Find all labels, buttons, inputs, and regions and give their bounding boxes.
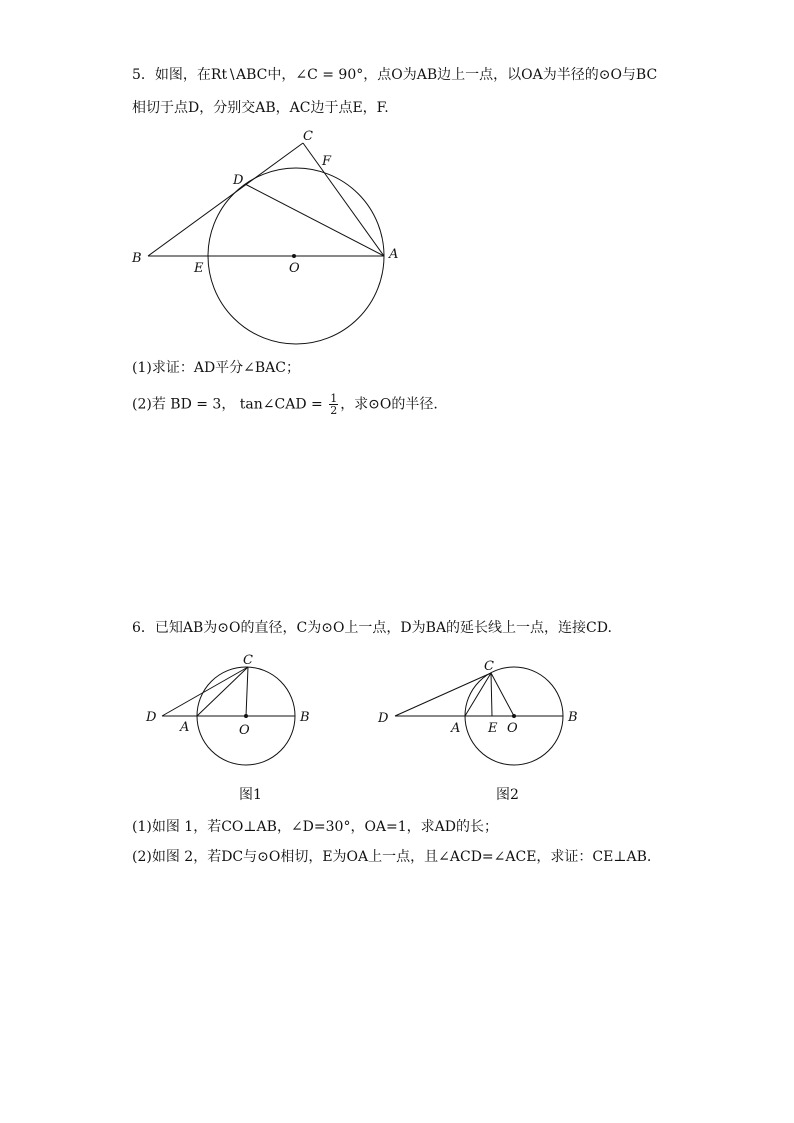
q2-suffix: ，求⊙O的半径.: [340, 396, 438, 413]
label-f: F: [322, 154, 332, 169]
fraction-denominator: 2: [330, 404, 338, 417]
label-b: B: [132, 251, 142, 266]
problem6-question2: (2)如图 2，若DC与⊙O相切，E为OA上一点，且∠ACD=∠ACE，求证：CE⊥AB.: [132, 849, 652, 865]
figure2-caption: 图2: [496, 787, 519, 803]
fig1-label-o: O: [239, 723, 250, 738]
fig2-label-o: O: [507, 721, 518, 736]
q2-prefix: (2)若 BD = 3， tan∠CAD =: [132, 396, 328, 413]
fig1-center-point: [244, 714, 248, 718]
problem6-statement: 6．已知AB为⊙O的直径，C为⊙O上一点，D为BA的延长线上一点，连接CD.: [132, 620, 612, 636]
fig2-label-c: C: [484, 659, 494, 674]
figure2: [395, 667, 563, 765]
problem5-question1: (1)求证：AD平分∠BAC；: [132, 360, 301, 376]
fig1-label-b: B: [300, 710, 310, 725]
problem5-statement-line1: 5．如图，在Rt∖ABC中，∠C = 90°，点O为AB边上一点，以OA为半径的⊙O与BC: [132, 67, 658, 83]
label-o: O: [289, 261, 300, 276]
problem5-statement-line2: 相切于点D，分别交AB，AC边于点E，F.: [132, 100, 389, 116]
fraction-numerator: 1: [330, 392, 338, 405]
fig2-center-point: [512, 714, 516, 718]
fig1-label-a: A: [180, 720, 190, 735]
fig2-label-e: E: [488, 721, 498, 736]
label-c: C: [303, 129, 313, 144]
figure1-caption: 图1: [239, 787, 262, 803]
fig1-label-c: C: [243, 653, 253, 668]
fig2-label-d: D: [378, 711, 389, 726]
fig2-segment-co: [491, 673, 514, 716]
label-a: A: [389, 247, 399, 262]
fig1-label-d: D: [146, 710, 157, 725]
fig2-label-b: B: [568, 710, 578, 725]
fig2-segment-ce: [491, 673, 492, 716]
problem6-question1: (1)如图 1，若CO⊥AB，∠D=30°，OA=1，求AD的长；: [132, 819, 499, 835]
fig2-label-a: A: [451, 721, 461, 736]
label-e: E: [194, 261, 204, 276]
fig1-segment-co: [246, 667, 248, 716]
label-d: D: [233, 173, 244, 188]
fig2-segment-dc: [395, 673, 491, 716]
figure1: [162, 667, 295, 765]
fig2-segment-ac: [465, 673, 491, 716]
